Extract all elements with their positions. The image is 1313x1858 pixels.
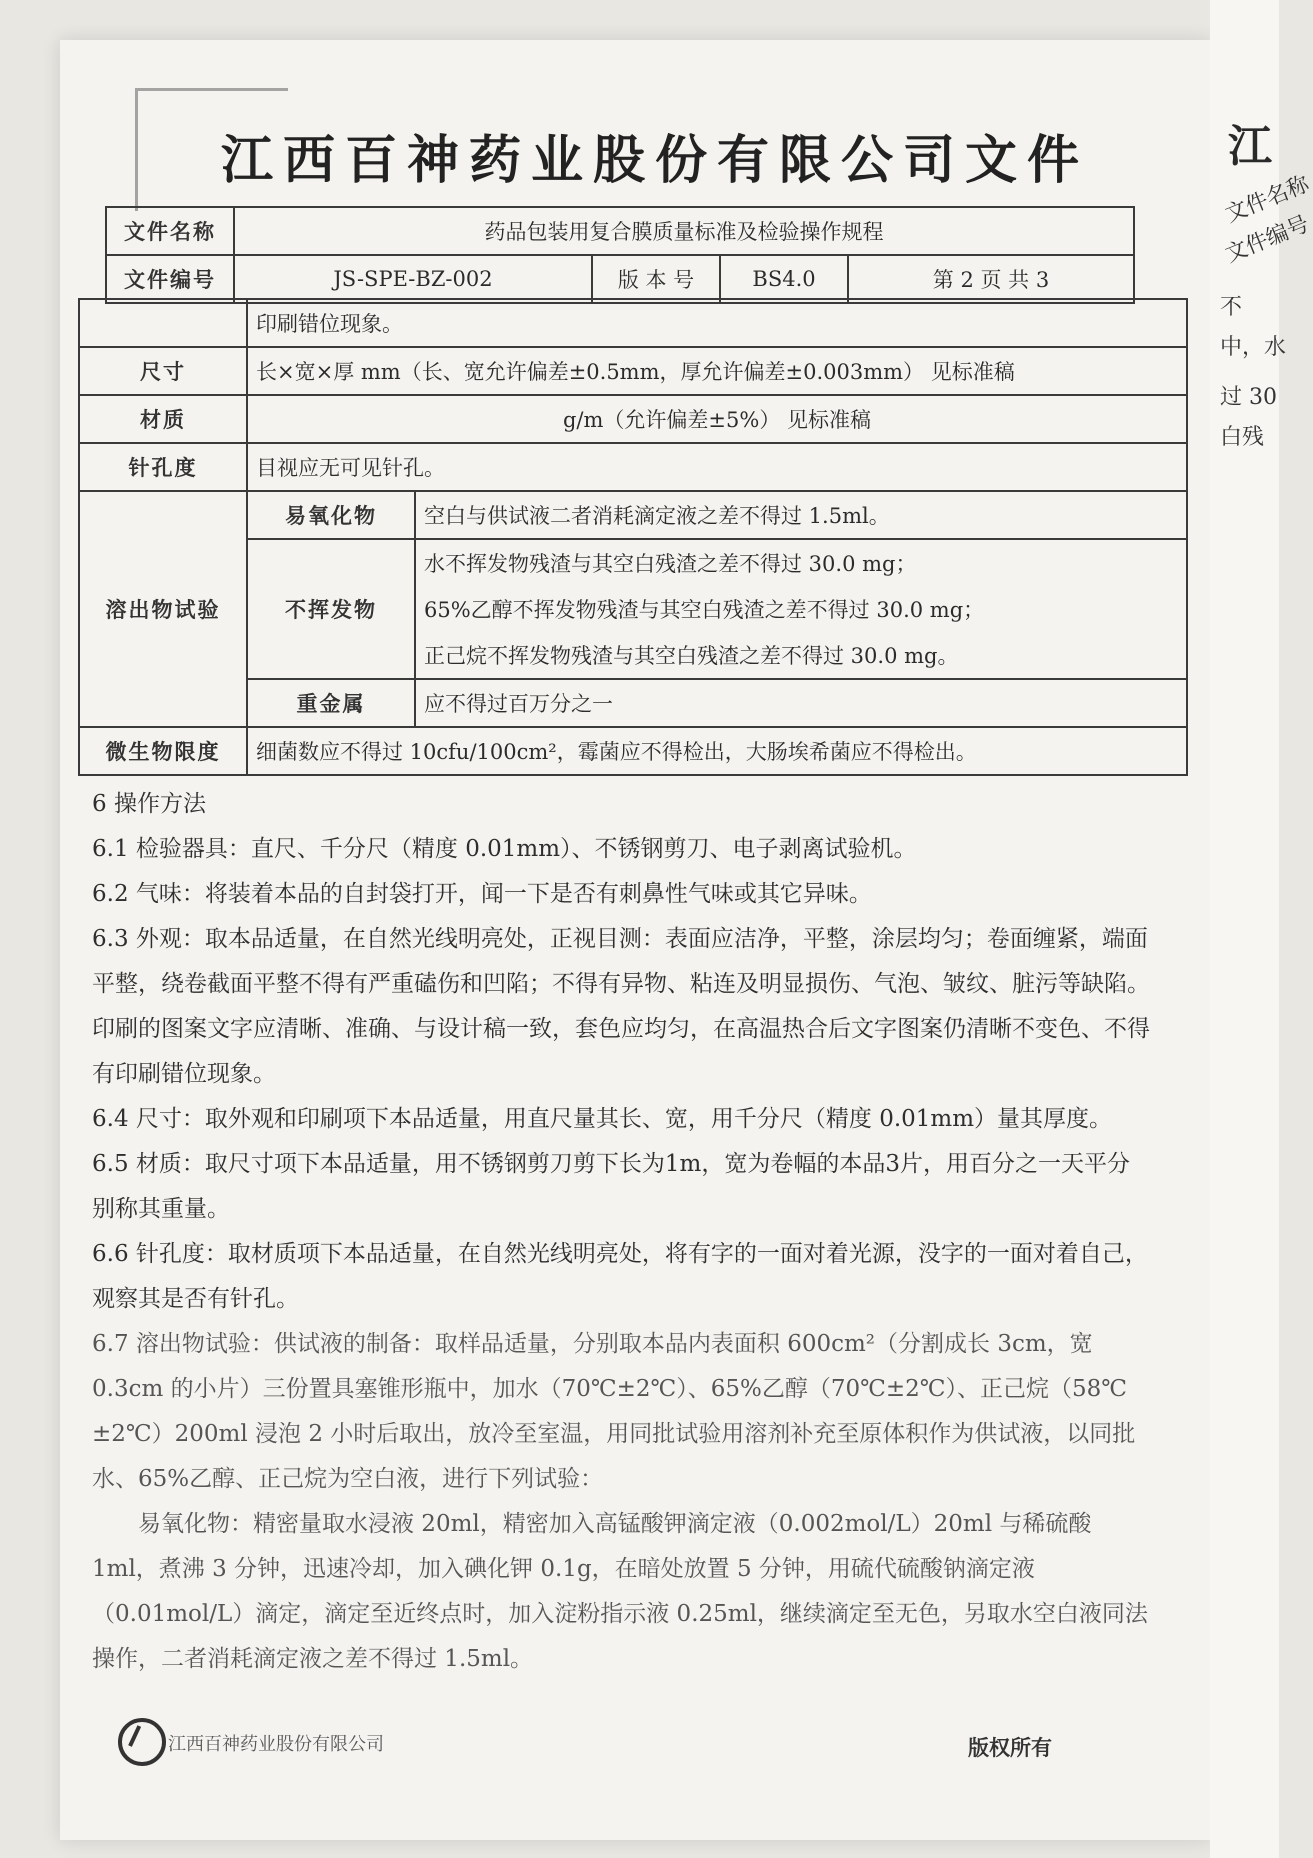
adjacent-fragment: 过 30 (1220, 385, 1277, 410)
size-label: 尺寸 (79, 347, 247, 395)
operation-methods (92, 782, 1152, 1682)
paragraph-6-3: 6.3 外观：取本品适量，在自然光线明亮处，正视目测：表面应洁净，平整，涂层均匀；卷面缠紧，端面平整，绕卷截面平整不得有严重磕伤和凹陷；不得有异物、粘连及明显损伤、气泡、皱纹、脏污等缺陷。印刷的图案文字应清晰、准确、与设计稿一致，套色应均匀，在高温热合后文字图案仍清晰不变色、不得有印刷错位现象。 (92, 926, 1150, 1087)
footer-company: 江西百神药业股份有限公司 (168, 1734, 384, 1755)
adjacent-page-edge (1210, 0, 1313, 1858)
version: BS4.0 (720, 255, 848, 303)
nonvolatile-line: 水不挥发物残渣与其空白残渣之差不得过 30.0 mg； (415, 539, 1187, 586)
oxidizable-label: 易氧化物 (247, 491, 415, 539)
pinhole-label: 针孔度 (79, 443, 247, 491)
paragraph-6-2: 6.2 气味：将装着本品的自封袋打开，闻一下是否有刺鼻性气味或其它异味。 (92, 881, 872, 907)
paragraph-6-4: 6.4 尺寸：取外观和印刷项下本品适量，用直尺量其长、宽，用千分尺（精度 0.01mm）量其厚度。 (92, 1106, 1113, 1132)
adjacent-fragment: 文件编号 (1221, 211, 1313, 268)
document-header-table (105, 206, 1135, 304)
paragraph-oxidizable: 易氧化物：精密量取水浸液 20ml，精密加入高锰酸钾滴定液（0.002mol/L）20ml 与稀硫酸 1ml，煮沸 3 分钟，迅速冷却，加入碘化钾 0.1g，在暗处放置 5 分钟，用硫代硫酸钠滴定液（0.01mol/L）滴定，滴定至近终点时，加入淀粉指示液 0.25ml，继续滴定至无色，另取水空白液同法操作，二者消耗滴定液之差不得过 1.5ml。 (92, 1511, 1148, 1672)
pinhole-value: 目视应无可见针孔。 (247, 443, 1187, 491)
microbe-value: 细菌数应不得过 10cfu/100cm²，霉菌应不得检出，大肠埃希菌应不得检出。 (247, 727, 1187, 775)
microbe-label: 微生物限度 (79, 727, 247, 775)
paragraph-6-1: 6.1 检验器具：直尺、千分尺（精度 0.01mm）、不锈钢剪刀、电子剥离试验机。 (92, 836, 917, 862)
spec-table (78, 298, 1188, 776)
printing-defect: 印刷错位现象。 (247, 299, 1187, 347)
adjacent-fragment: 中，水 (1220, 335, 1287, 360)
company-logo-icon (118, 1718, 166, 1766)
size-value: 长×宽×厚 mm（长、宽允许偏差±0.5mm，厚允许偏差±0.003mm） 见标准稿 (247, 347, 1187, 395)
nonvolatile-line: 65%乙醇不挥发物残渣与其空白残渣之差不得过 30.0 mg； (415, 586, 1187, 632)
footer-rights: 版权所有 (968, 1735, 1052, 1760)
doc-no: JS-SPE-BZ-002 (234, 255, 592, 303)
doc-name: 药品包装用复合膜质量标准及检验操作规程 (234, 207, 1134, 255)
heavy-metal-value: 应不得过百万分之一 (415, 679, 1187, 727)
material-label: 材质 (79, 395, 247, 443)
page-info: 第 2 页 共 3 (848, 255, 1134, 303)
adjacent-page-title: 江 (1228, 121, 1276, 172)
oxidizable-value: 空白与供试液二者消耗滴定液之差不得过 1.5ml。 (415, 491, 1187, 539)
version-label: 版 本 号 (592, 255, 720, 303)
extract-label: 溶出物试验 (79, 491, 247, 727)
doc-no-label: 文件编号 (106, 255, 234, 303)
paragraph-6-5: 6.5 材质：取尺寸项下本品适量，用不锈钢剪刀剪下长为1m，宽为卷幅的本品3片，用百分之一天平分别称其重量。 (92, 1151, 1130, 1222)
paragraph-6-6: 6.6 针孔度：取材质项下本品适量，在自然光线明亮处，将有字的一面对着光源，没字的一面对着自己，观察其是否有针孔。 (92, 1241, 1148, 1312)
adjacent-fragment: 白残 (1220, 425, 1265, 450)
nonvolatile-line: 正己烷不挥发物残渣与其空白残渣之差不得过 30.0 mg。 (415, 632, 1187, 679)
company-document-title: 江西百神药业股份有限公司文件 (220, 130, 1089, 191)
section-heading: 6 操作方法 (92, 791, 206, 817)
nonvolatile-label: 不挥发物 (247, 539, 415, 679)
material-value: g/m（允许偏差±5%） 见标准稿 (247, 395, 1187, 443)
adjacent-fragment: 不 (1220, 295, 1243, 320)
doc-name-label: 文件名称 (106, 207, 234, 255)
adjacent-fragment: 文件名称 (1221, 171, 1313, 228)
heavy-metal-label: 重金属 (247, 679, 415, 727)
paragraph-6-7: 6.7 溶出物试验：供试液的制备：取样品适量，分别取本品内表面积 600cm²（分割成长 3cm，宽 0.3cm 的小片）三份置具塞锥形瓶中，加水（70℃±2℃）、65%乙醇（70℃±2℃）、正己烷（58℃±2℃）200ml 浸泡 2 小时后取出，放冷至室温，用同批试验用溶剂补充至原体积作为供试液，以同批水、65%乙醇、正己烷为空白液，进行下列试验： (92, 1331, 1136, 1492)
